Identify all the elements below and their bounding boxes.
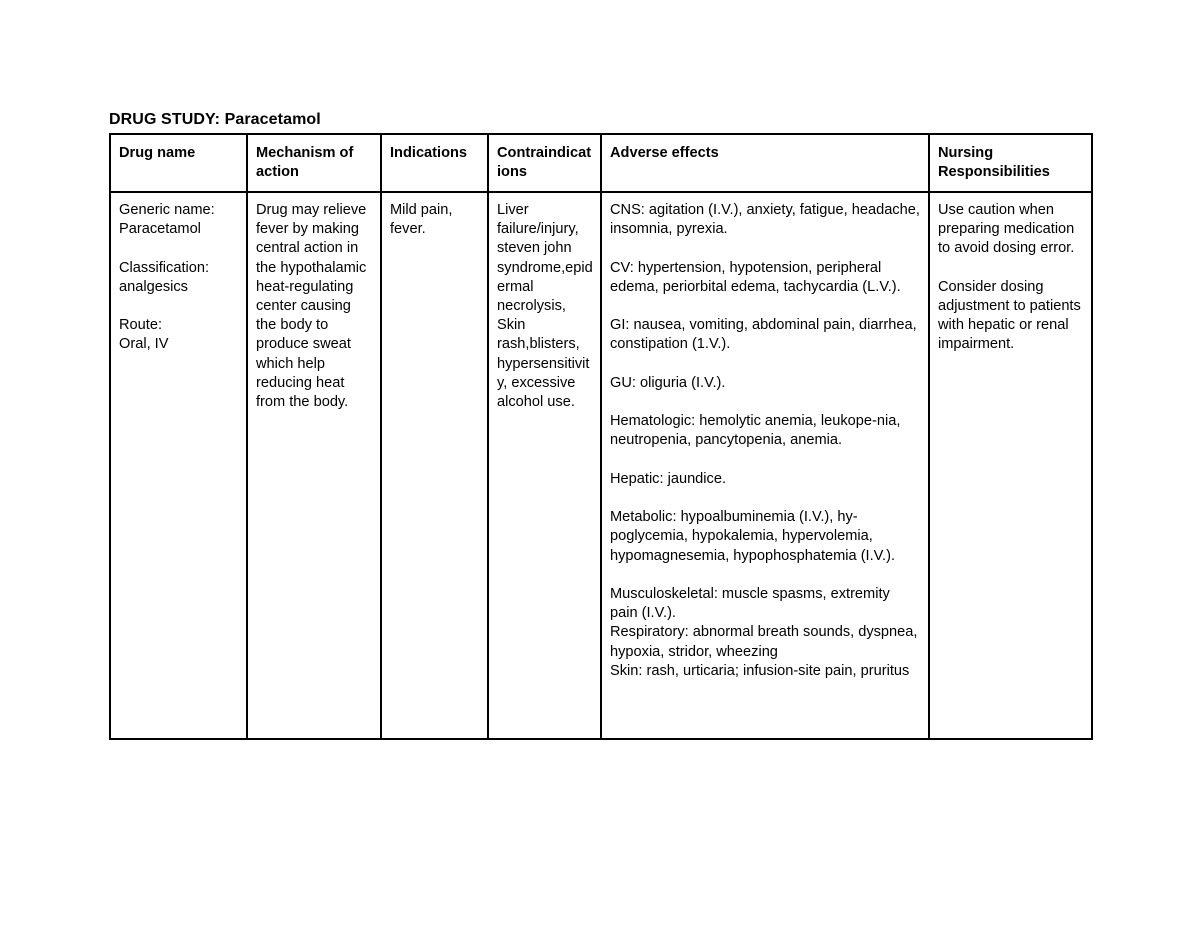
header-contraindications <box>488 134 601 192</box>
contraindications-header-text: Contraindications <box>497 145 592 181</box>
generic-name-label: Generic name: <box>119 202 215 218</box>
classification-value: analgesics <box>119 278 188 295</box>
header-mechanism: Mechanism of action <box>247 134 381 192</box>
adverse-respiratory: Respiratory: abnormal breath sounds, dyspnea, hypoxia, stridor, wheezing <box>610 624 922 660</box>
spacer <box>119 239 239 258</box>
contraindications-text: Liver failure/injury, steven john syndrome,epidermal necrolysis, Skin rash,blisters, hypersensitivity, excessive alcohol use. <box>497 202 593 411</box>
spacer <box>610 297 921 316</box>
generic-name-value: Paracetamol <box>119 221 201 238</box>
cell-indications <box>381 192 488 739</box>
adverse-musculoskeletal: Musculoskeletal: muscle spasms, extremity pain (I.V.). <box>610 585 894 622</box>
header-drug-name: Drug name <box>110 134 247 192</box>
adverse-skin: Skin: rash, urticaria; infusion-site pain, pruritus <box>610 662 910 679</box>
spacer <box>938 259 1084 278</box>
spacer <box>610 451 921 470</box>
spacer <box>119 297 239 316</box>
cell-mechanism <box>247 192 381 739</box>
adverse-cv: CV: hypertension, hypotension, peripheral edema, periorbital edema, tachycardia (L.V.). <box>610 259 901 295</box>
nursing-item-2: Consider dosing adjustment to patients with hepatic or renal impairment. <box>938 278 1085 353</box>
route-value: Oral, IV <box>119 336 169 353</box>
nursing-item-1: Use caution when preparing medication to avoid dosing error. <box>938 202 1079 257</box>
spacer <box>610 355 921 374</box>
indications-text: Mild pain, fever. <box>390 202 457 238</box>
spacer <box>610 489 921 508</box>
classification-label: Classification: <box>119 259 210 276</box>
adverse-metabolic: Metabolic: hypoalbuminemia (I.V.), hy-poglycemia, hypokalemia, hypervolemia, hypomagnesemia, hypophosphatemia (I.V.). <box>610 509 896 564</box>
header-adverse-effects: Adverse effects <box>601 134 929 192</box>
document-title: DRUG STUDY: Paracetamol <box>109 111 321 128</box>
header-indications: Indications <box>381 134 488 192</box>
adverse-cns: CNS: agitation (I.V.), anxiety, fatigue, headache, insomnia, pyrexia. <box>610 202 924 238</box>
cell-adverse-effects <box>601 192 929 739</box>
spacer <box>610 393 921 412</box>
header-nursing-responsibilities: Nursing Responsibilities <box>929 134 1092 192</box>
table-row <box>110 192 1092 739</box>
cell-drug-name <box>110 192 247 739</box>
adverse-gu: GU: oliguria (I.V.). <box>610 374 726 391</box>
adverse-gi: GI: nausea, vomiting, abdominal pain, diarrhea, constipation (1.V.). <box>610 317 921 353</box>
spacer <box>610 566 921 585</box>
cell-nursing-responsibilities <box>929 192 1092 739</box>
adverse-hepatic: Hepatic: jaundice. <box>610 470 727 487</box>
table-header-row <box>110 134 1092 192</box>
adverse-hematologic: Hematologic: hemolytic anemia, leukope-nia, neutropenia, pancytopenia, anemia. <box>610 413 905 449</box>
cell-contraindications <box>488 192 601 739</box>
spacer <box>610 239 921 258</box>
mechanism-text: Drug may relieve fever by making central action in the hypothalamic heat-regulating center causing the body to produce sweat which help reducing heat from the body. <box>256 202 371 411</box>
route-label: Route: <box>119 317 162 334</box>
drug-study-table <box>109 133 1093 740</box>
